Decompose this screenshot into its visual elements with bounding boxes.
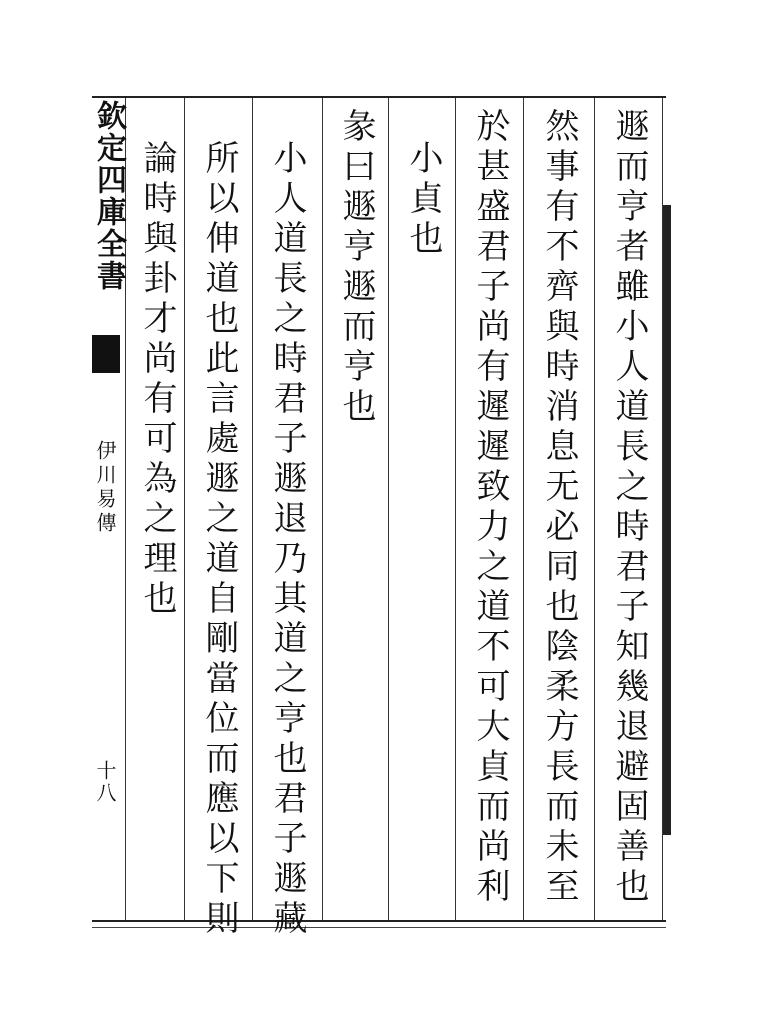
text-column-5: 彖曰遯亨遯而亨也 [336, 108, 376, 428]
text-column-1: 遯而亨者雖小人道長之時君子知幾退避固善也 [609, 108, 649, 908]
column-divider [322, 98, 323, 920]
column-divider [388, 98, 389, 920]
text-column-8: 論時與卦才尚有可為之理也 [137, 140, 177, 620]
collection-title: 欽定四庫全書 [91, 100, 126, 292]
page-number: 十八 [93, 760, 117, 804]
text-column-2: 然事有不齊與時消息无必同也陰柔方長而未至 [539, 108, 579, 908]
bottom-border-rule-inner [92, 927, 666, 928]
top-border-rule [92, 96, 666, 98]
book-title: 伊川易傳 [93, 440, 117, 536]
column-divider [184, 98, 185, 920]
text-column-4: 小貞也 [403, 140, 443, 260]
text-column-6: 小人道長之時君子遯退乃其道之亨也君子遯藏 [267, 140, 307, 940]
column-divider [523, 98, 524, 920]
text-column-7: 所以伸道也此言處遯之道自剛當位而應以下則 [199, 140, 239, 940]
column-divider [594, 98, 595, 920]
bottom-border-rule [92, 920, 666, 922]
fish-tail-mark [92, 335, 120, 373]
binding-gutter-bar [663, 205, 671, 835]
text-column-3: 於甚盛君子尚有遲遲致力之道不可大貞而尚利 [470, 108, 510, 908]
column-divider [252, 98, 253, 920]
column-divider [455, 98, 456, 920]
